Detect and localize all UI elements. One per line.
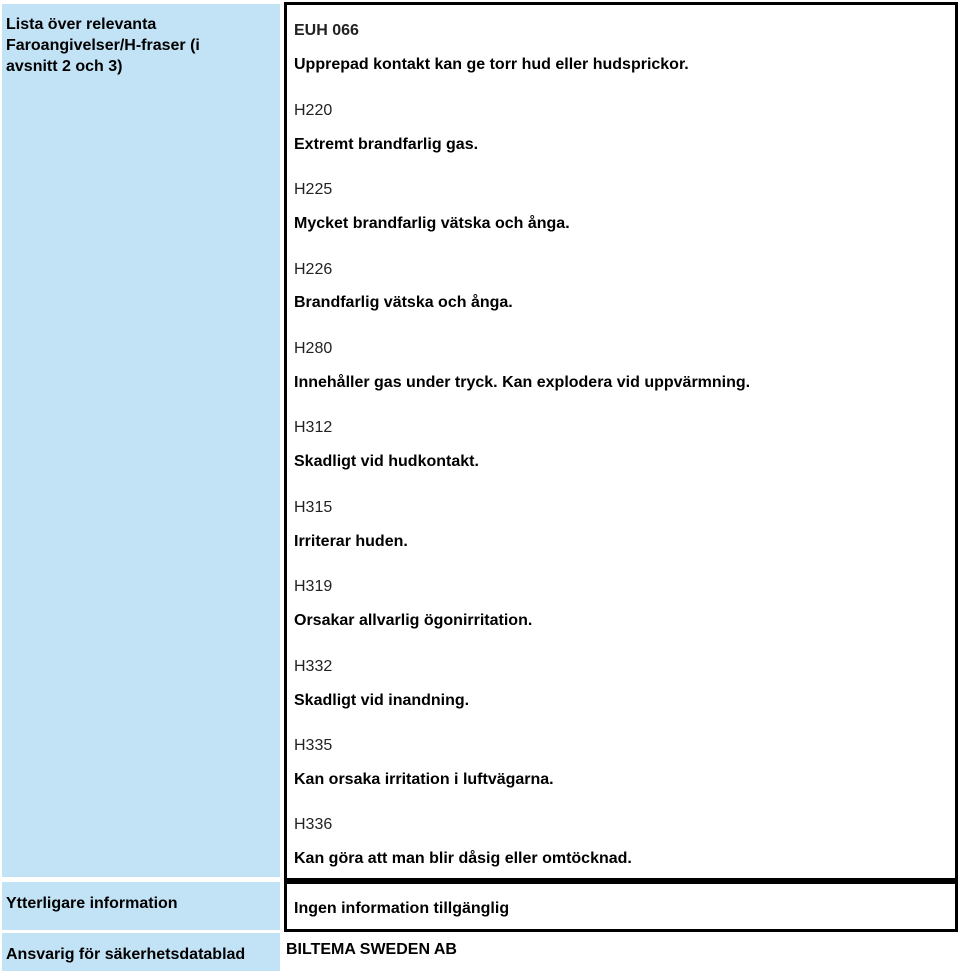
hazard-statements-label <box>2 4 280 877</box>
phrase-text: Irriterar huden. <box>294 533 408 550</box>
phrase-code: H225 <box>294 181 333 198</box>
additional-info-value: Ingen information tillgänglig <box>294 900 510 917</box>
phrase-text: Orsakar allvarlig ögonirritation. <box>294 612 533 629</box>
phrase-code: EUH 066 <box>294 22 359 39</box>
phrase-text: Skadligt vid hudkontakt. <box>294 453 479 470</box>
phrase-text: Kan göra att man blir dåsig eller omtöcknad. <box>294 850 632 867</box>
phrase-code: H312 <box>294 419 333 436</box>
phrase-code: H226 <box>294 261 333 278</box>
hazard-statements-box <box>284 2 958 881</box>
phrase-text: Upprepad kontakt kan ge torr hud eller hudsprickor. <box>294 56 689 73</box>
phrase-code: H336 <box>294 816 333 833</box>
phrase-code: H319 <box>294 578 333 595</box>
responsible-label <box>2 933 280 971</box>
phrase-code: H332 <box>294 658 333 675</box>
additional-info-label-text: Ytterligare information <box>6 895 178 912</box>
phrase-text: Innehåller gas under tryck. Kan explodera vid uppvärmning. <box>294 374 751 391</box>
phrase-text: Kan orsaka irritation i luftvägarna. <box>294 771 554 788</box>
phrase-text: Mycket brandfarlig vätska och ånga. <box>294 215 570 232</box>
phrase-code: H335 <box>294 737 333 754</box>
additional-info-box <box>284 881 958 932</box>
phrase-code: H220 <box>294 102 333 119</box>
phrase-code: H315 <box>294 499 333 516</box>
phrase-code: H280 <box>294 340 333 357</box>
responsible-value: BILTEMA SWEDEN AB <box>286 941 457 958</box>
phrase-text: Extremt brandfarlig gas. <box>294 136 479 153</box>
additional-info-label <box>2 882 280 930</box>
responsible-label-text: Ansvarig för säkerhetsdatablad <box>6 946 246 963</box>
phrase-text: Brandfarlig vätska och ånga. <box>294 294 513 311</box>
phrase-text: Skadligt vid inandning. <box>294 692 470 709</box>
hazard-statements-label-text: Lista över relevanta Faroangivelser/H-fraser (i avsnitt 2 och 3) <box>6 16 200 75</box>
